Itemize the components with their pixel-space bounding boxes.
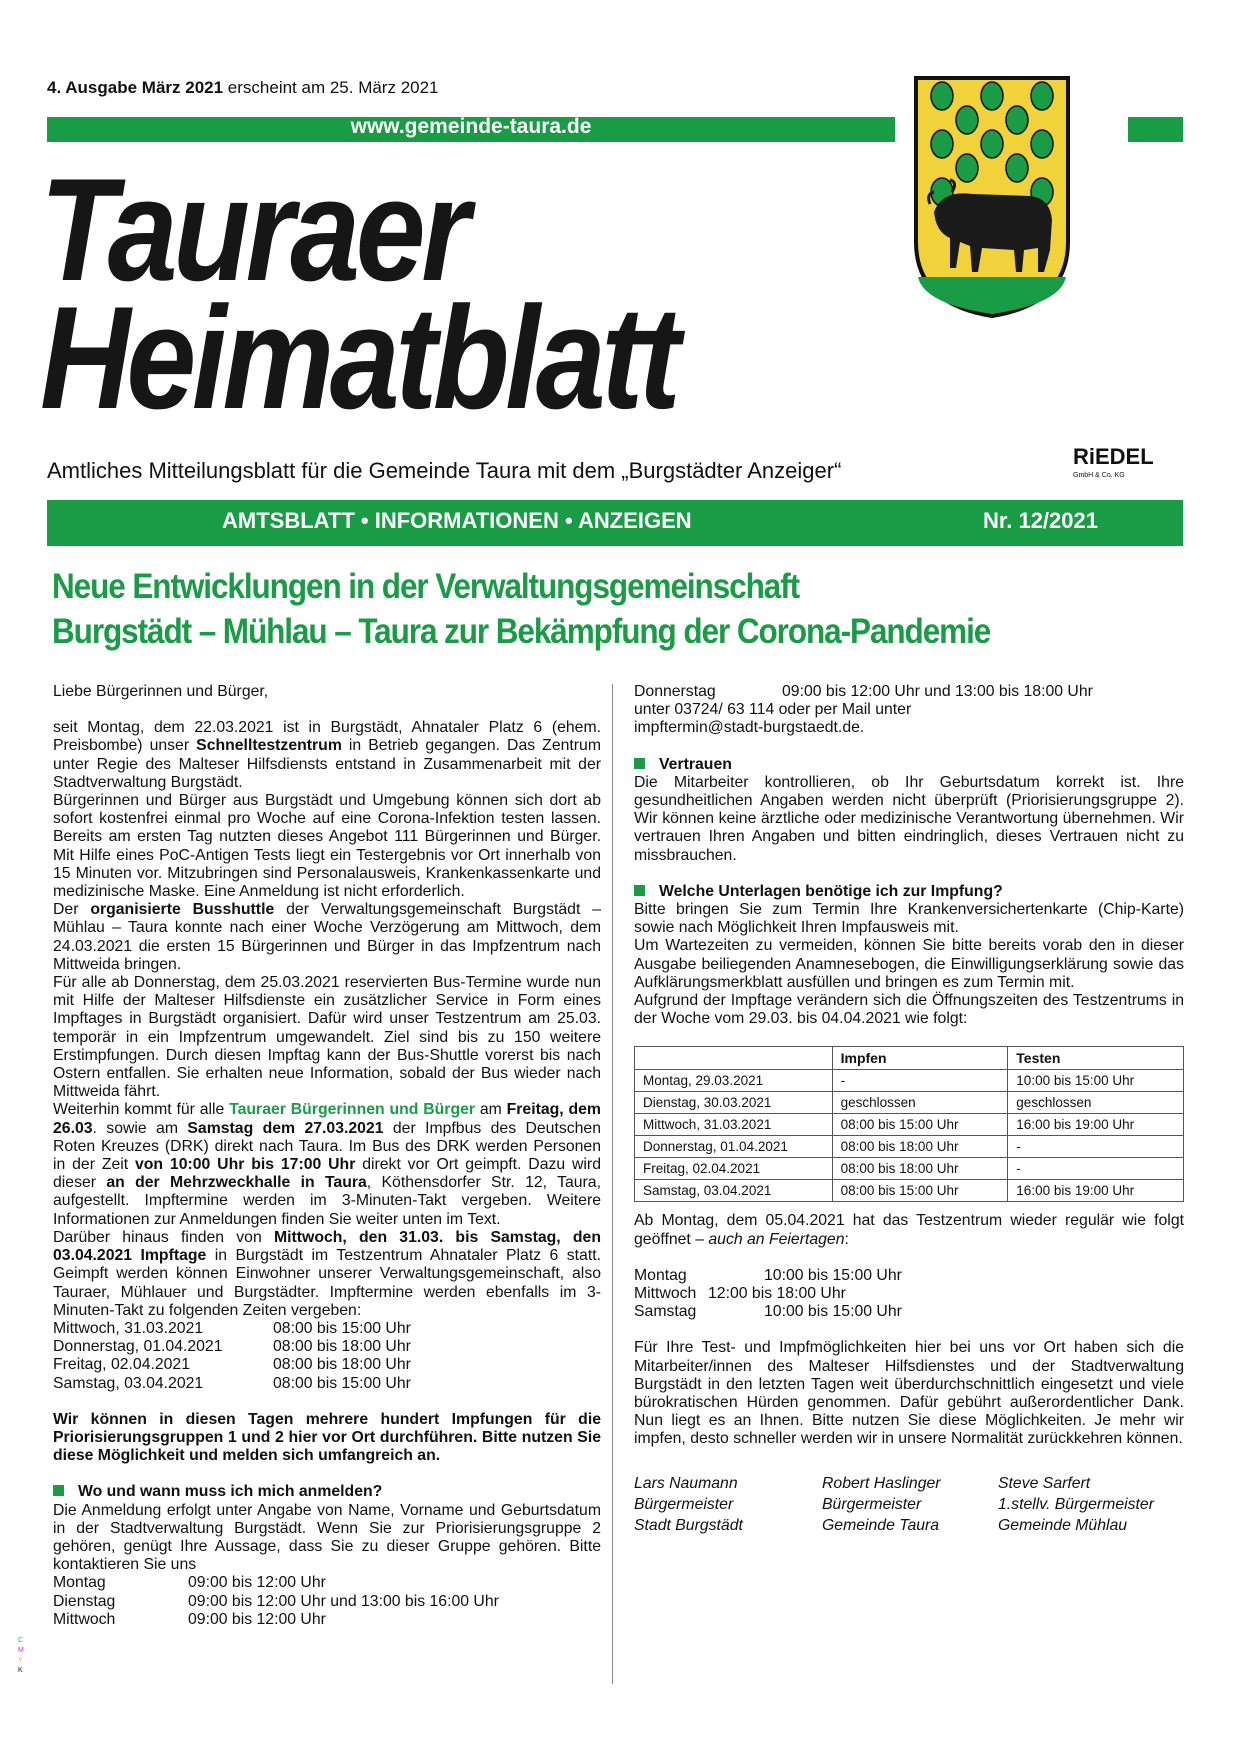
website-link[interactable]: www.gemeinde-taura.de	[350, 115, 592, 138]
contact-email[interactable]: impftermin@stadt-burgstaedt.de.	[634, 719, 865, 737]
signature-block: Robert Haslinger Bürgermeister Gemeinde Taura	[822, 1474, 941, 1534]
subtitle: Amtliches Mitteilungsblatt für die Gemeinde Taura mit dem „Burgstädter Anzeiger“	[47, 458, 842, 483]
section-heading: Welche Unterlagen benötige ich zur Impfung?	[634, 883, 1184, 901]
schedule-row: Mittwoch 09:00 bis 12:00 Uhr	[53, 1610, 326, 1628]
table-row: Montag, 29.03.2021 - 10:00 bis 15:00 Uhr	[635, 1070, 1184, 1092]
signature-block: Lars Naumann Bürgermeister Stadt Burgstädt	[634, 1474, 743, 1534]
paragraph: seit Montag, dem 22.03.2021 ist in Burgstädt, Ahnataler Platz 6 (ehem. Preisbombe) unser Schnelltestzentrum in Betrieb gegangen. Das Zentrum unter Regie des Malteser Hilfsdiensts entstand in Zusammenarbeit mit der Stadtverwaltung Burgstädt.	[53, 719, 601, 791]
schedule-row: Mittwoch, 31.03.2021 08:00 bis 15:00 Uhr	[53, 1319, 411, 1337]
schedule-row: Samstag 10:00 bis 15:00 Uhr	[634, 1303, 902, 1321]
section-heading: Vertrauen	[634, 756, 1184, 774]
schedule-row: Samstag, 03.04.2021 08:00 bis 15:00 Uhr	[53, 1374, 411, 1392]
paragraph: Darüber hinaus finden von Mittwoch, den 31.03. bis Samstag, den 03.04.2021 Impftage in Burgstädt im Testzentrum Ahnataler Platz 6 statt. Geimpft werden können Einwohner unserer Verwaltungsgemeinschaft, also Tauraer, Mühlauer und Burgstädter. Impftermine werden ebenfalls im 3-Minuten-Takt zu folgenden Zeiten vergeben:	[53, 1228, 601, 1319]
schedule-row: Donnerstag 09:00 bis 12:00 Uhr und 13:00 bis 18:00 Uhr	[634, 683, 1093, 700]
title-line-2: Heimatblatt	[40, 276, 677, 439]
issue-line: 4. Ausgabe März 2021 erscheint am 25. März 2021	[47, 78, 439, 97]
publisher-logo: RiEDEL	[1073, 444, 1154, 469]
paragraph: Die Anmeldung erfolgt unter Angabe von Name, Vorname und Geburtsdatum in der Stadtverwaltung Burgstädt. Wenn Sie zur Priorisierungsgruppe 2 gehören, genügt Ihre Aussage, dass Sie zu dieser Gruppe gehören. Bitte kontaktieren Sie uns	[53, 1501, 601, 1574]
signatures	[634, 1473, 1184, 1536]
paragraph: Um Wartezeiten zu vermeiden, können Sie bitte bereits vorab den in dieser Ausgabe beiliegenden Anamnesebogen, die Einwilligungserklärung sowie das Aufklärungsmerkblatt ausfüllen und bringen es zum Termin mit.	[634, 937, 1184, 991]
paragraph: Bitte bringen Sie zum Termin Ihre Krankenversichertenkarte (Chip-Karte) sowie nach Möglichkeit Ihren Impfausweis mit.	[634, 901, 1184, 937]
table-header: Impfen	[832, 1047, 1008, 1070]
table-header	[635, 1047, 833, 1070]
paragraph: Ab Montag, dem 05.04.2021 hat das Testzentrum wieder regulär wie folgt geöffnet – auch an Feiertagen:	[634, 1212, 1184, 1248]
coat-of-arms-icon	[912, 72, 1072, 320]
green-bar-right	[1128, 117, 1183, 142]
opening-hours-table	[634, 1046, 1184, 1202]
table-row: Donnerstag, 01.04.2021 08:00 bis 18:00 Uhr -	[635, 1136, 1184, 1158]
table-row: Samstag, 03.04.2021 08:00 bis 15:00 Uhr 16:00 bis 19:00 Uhr	[635, 1180, 1184, 1202]
square-bullet-icon	[53, 1485, 64, 1496]
paragraph: Der organisierte Busshuttle der Verwaltungsgemeinschaft Burgstädt – Mühlau – Taura konnte nach einer Woche Verzögerung am Mittwoch, dem 24.03.2021 die ersten 15 Bürgerinnen und Bürger in das Impfzentrum nach Mittweida bringen.	[53, 901, 601, 973]
signature-block: Steve Sarfert 1.stellv. Bürgermeister Gemeinde Mühlau	[998, 1474, 1154, 1534]
banner-sections: AMTSBLATT • INFORMATIONEN • ANZEIGEN	[222, 508, 692, 533]
headline-line-2: Burgstädt – Mühlau – Taura zur Bekämpfung der Corona-Pandemie	[52, 612, 991, 651]
issue-number: Nr. 12/2021	[983, 508, 1098, 533]
table-row: Mittwoch, 31.03.2021 08:00 bis 15:00 Uhr 16:00 bis 19:00 Uhr	[635, 1114, 1184, 1136]
table-row: Dienstag, 30.03.2021 geschlossen geschlossen	[635, 1092, 1184, 1114]
greeting: Liebe Bürgerinnen und Bürger,	[53, 683, 269, 700]
article-left-column	[53, 683, 601, 1629]
contact-phone: unter 03724/ 63 114 oder per Mail unter	[634, 701, 912, 719]
section-heading: Wo und wann muss ich mich anmelden?	[53, 1483, 601, 1501]
schedule-row: Mittwoch 12:00 bis 18:00 Uhr	[634, 1285, 846, 1303]
paragraph: Für alle ab Donnerstag, dem 25.03.2021 reservierten Bus-Termine wurde nun mit Hilfe der Malteser Hilfsdienste ein zusätzlicher Service in Form eines Impftages in Burgstädt organisiert. Dafür wird unser Testzentrum am 25.03. temporär in ein Impfzentrum umgewandelt. Ziel sind bis zu 150 weitere Erstimpfungen. Durch diesen Impftag kann der Bus-Shuttle vorerst bis nach Ostern entfallen. Sie erhalten neue Information, sobald der Bus wieder nach Mittweida fährt.	[53, 974, 601, 1101]
schedule-row: Dienstag 09:00 bis 12:00 Uhr und 13:00 bis 16:00 Uhr	[53, 1592, 499, 1610]
regular-hours	[634, 1267, 1184, 1322]
contact-hours	[53, 1574, 601, 1629]
square-bullet-icon	[634, 885, 645, 896]
paragraph: Die Mitarbeiter kontrollieren, ob Ihr Geburtsdatum korrekt ist. Ihre gesundheitlichen Angaben werden nicht überprüft (Priorisierungsgruppe 2). Wir können keine ärztliche oder medizinische Verantwortung übernehmen. Wir vertrauen Ihren Angaben und bitten eindringlich, dieses Vertrauen nicht zu missbrauchen.	[634, 773, 1184, 864]
title-line-1: Tauraer	[40, 148, 466, 311]
column-divider	[612, 684, 613, 1684]
schedule-row: Donnerstag, 01.04.2021 08:00 bis 18:00 Uhr	[53, 1338, 411, 1356]
schedule-row: Freitag, 02.04.2021 08:00 bis 18:00 Uhr	[53, 1356, 411, 1374]
paragraph: Bürgerinnen und Bürger aus Burgstädt und Umgebung können sich dort ab sofort kostenfrei einmal pro Woche auf eine Corona-Infektion testen lassen. Bereits am ersten Tag nutzten dieses Angebot 111 Bürgerinnen und Bürger. Mit Hilfe eines PoC-Antigen Tests liegt ein Testergebnis vor Ort innerhalb von 15 Minuten vor. Mitzubringen sind Personalausweis, Krankenkassenkarte und medizinische Maske. Eine Anmeldung ist nicht erforderlich.	[53, 792, 601, 901]
headline-line-1: Neue Entwicklungen in der Verwaltungsgemeinschaft	[52, 567, 800, 606]
publisher-sub: GmbH & Co. KG	[1073, 472, 1125, 479]
table-header: Testen	[1008, 1047, 1184, 1070]
paragraph: Für Ihre Test- und Impfmöglichkeiten hier bei uns vor Ort haben sich die Mitarbeiter/innen des Malteser Hilfsdienstes und der Stadtverwaltung Burgstädt in den letzten Tagen weit überdurchschnittlich eingesetzt und viele bürokratischen Hürden genommen. Dafür gebührt außerordentlicher Dank. Nun liegt es an Ihnen. Bitte nutzen Sie diese Möglichkeiten. Je mehr wir impfen, desto schneller werden wir in unsere Normalität zurückkehren können.	[634, 1339, 1184, 1448]
paragraph: Aufgrund der Impftage verändern sich die Öffnungszeiten des Testzentrums in der Woche vom 29.03. bis 04.04.2021 wie folgt:	[634, 992, 1184, 1028]
bold-note: Wir können in diesen Tagen mehrere hundert Impfungen für die Priorisierungsgruppen 1 und 2 hier vor Ort durchführen. Bitte nutzen Sie diese Möglichkeit und melden sich umfangreich an.	[53, 1410, 601, 1465]
paragraph: Weiterhin kommt für alle Tauraer Bürgerinnen und Bürger am Freitag, dem 26.03. sowie am Samstag dem 27.03.2021 der Impfbus des Deutschen Roten Kreuzes (DRK) direkt nach Taura. Im Bus des DRK werden Personen in der Zeit von 10:00 Uhr bis 17:00 Uhr direkt vor Ort geimpft. Dazu wird dieser an der Mehrzweckhalle in Taura, Köthensdorfer Str. 12, Taura, aufgestellt. Impftermine werden im 3-Minuten-Takt vergeben. Weitere Informationen zur Anmeldungen finden Sie weiter unten im Text.	[53, 1101, 602, 1228]
impf-schedule	[53, 1320, 601, 1393]
table-row: Freitag, 02.04.2021 08:00 bis 18:00 Uhr -	[635, 1158, 1184, 1180]
print-marks: C M Y K	[18, 1637, 24, 1674]
square-bullet-icon	[634, 758, 645, 769]
article-right-column	[634, 683, 1184, 1536]
table-header-row	[635, 1047, 1184, 1070]
schedule-row: Montag 09:00 bis 12:00 Uhr	[53, 1574, 326, 1592]
schedule-row: Montag 10:00 bis 15:00 Uhr	[634, 1266, 902, 1284]
